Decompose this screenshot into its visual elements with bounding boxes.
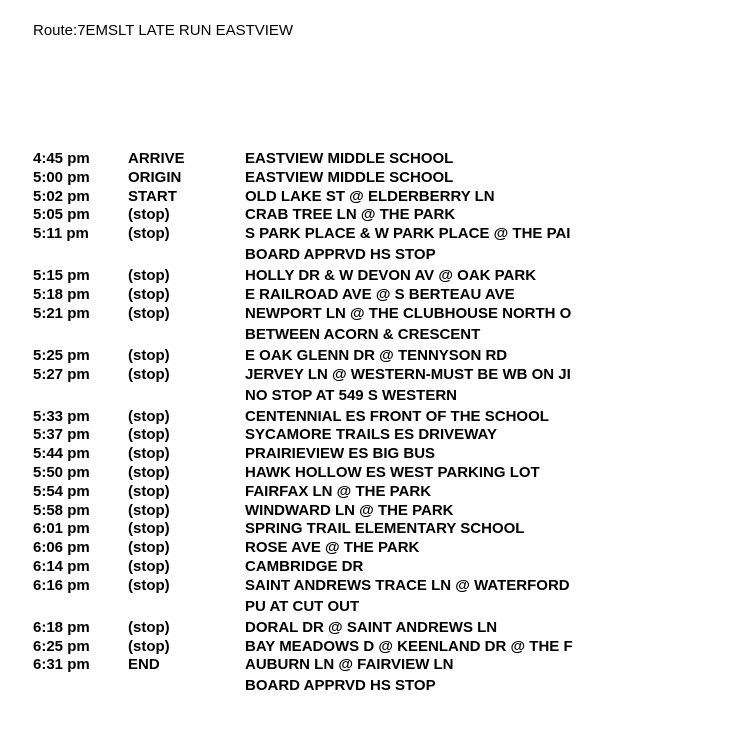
- stop-location: HOLLY DR & W DEVON AV @ OAK PARK: [245, 267, 537, 285]
- schedule-row: [33, 577, 625, 619]
- stop-location: PRAIRIEVIEW ES BIG BUS: [245, 445, 436, 463]
- schedule-row: [33, 502, 625, 521]
- stop-time: 5:50 pm: [33, 463, 90, 481]
- stop-time: 6:16 pm: [33, 576, 90, 594]
- stop-note: BOARD APPRVD HS STOP: [245, 677, 436, 695]
- stop-location: BAY MEADOWS D @ KEENLAND DR @ THE F: [245, 637, 573, 655]
- stop-location: OLD LAKE ST @ ELDERBERRY LN: [245, 187, 495, 205]
- stop-time: 5:18 pm: [33, 285, 90, 303]
- schedule-row: [33, 483, 625, 502]
- stop-location: CRAB TREE LN @ THE PARK: [245, 206, 456, 224]
- stop-time: 6:31 pm: [33, 656, 90, 674]
- stop-time: 6:06 pm: [33, 539, 90, 557]
- stop-action: (stop): [128, 618, 170, 636]
- stop-location: JERVEY LN @ WESTERN-MUST BE WB ON JI: [245, 365, 571, 383]
- stop-location: E OAK GLENN DR @ TENNYSON RD: [245, 346, 508, 364]
- stop-time: 5:21 pm: [33, 304, 90, 322]
- schedule-row: [33, 150, 625, 169]
- stop-time: 5:25 pm: [33, 346, 90, 364]
- stop-action: (stop): [128, 225, 170, 243]
- stop-action: (stop): [128, 557, 170, 575]
- stop-action: ORIGIN: [128, 168, 182, 186]
- schedule-row: [33, 408, 625, 427]
- stop-location: AUBURN LN @ FAIRVIEW LN: [245, 656, 454, 674]
- stop-action: (stop): [128, 346, 170, 364]
- stop-action: (stop): [128, 539, 170, 557]
- stop-schedule-table: [33, 150, 625, 698]
- schedule-row: [33, 169, 625, 188]
- stop-note: BOARD APPRVD HS STOP: [245, 246, 436, 264]
- stop-action: ARRIVE: [128, 150, 185, 167]
- stop-time: 5:37 pm: [33, 426, 90, 444]
- stop-action: (stop): [128, 445, 170, 463]
- stop-action: (stop): [128, 407, 170, 425]
- stop-location: EASTVIEW MIDDLE SCHOOL: [245, 168, 454, 186]
- stop-action: START: [128, 187, 177, 205]
- stop-location: SAINT ANDREWS TRACE LN @ WATERFORD: [245, 576, 570, 594]
- schedule-row: [33, 206, 625, 225]
- stop-location: NEWPORT LN @ THE CLUBHOUSE NORTH O: [245, 304, 572, 322]
- stop-action: (stop): [128, 426, 170, 444]
- schedule-row: [33, 558, 625, 577]
- schedule-row: [33, 638, 625, 657]
- stop-location: DORAL DR @ SAINT ANDREWS LN: [245, 618, 498, 636]
- stop-action: (stop): [128, 520, 170, 538]
- stop-time: 5:05 pm: [33, 206, 90, 224]
- stop-time: 5:00 pm: [33, 168, 90, 186]
- stop-location: S PARK PLACE & W PARK PLACE @ THE PAI: [245, 225, 571, 243]
- stop-action: (stop): [128, 267, 170, 285]
- schedule-row: [33, 347, 625, 366]
- stop-location: SPRING TRAIL ELEMENTARY SCHOOL: [245, 520, 525, 538]
- schedule-row: [33, 445, 625, 464]
- stop-time: 4:45 pm: [33, 150, 90, 167]
- schedule-row: [33, 619, 625, 638]
- stop-action: (stop): [128, 482, 170, 500]
- stop-action: (stop): [128, 637, 170, 655]
- schedule-row: [33, 225, 625, 267]
- stop-note: NO STOP AT 549 S WESTERN: [245, 386, 457, 404]
- stop-action: (stop): [128, 501, 170, 519]
- stop-time: 6:14 pm: [33, 557, 90, 575]
- stop-action: END: [128, 656, 160, 674]
- stop-location: EASTVIEW MIDDLE SCHOOL: [245, 150, 454, 167]
- stop-location: WINDWARD LN @ THE PARK: [245, 501, 454, 519]
- stop-note: BETWEEN ACORN & CRESCENT: [245, 325, 481, 343]
- stop-time: 5:58 pm: [33, 501, 90, 519]
- stop-location: ROSE AVE @ THE PARK: [245, 539, 420, 557]
- stop-time: 6:01 pm: [33, 520, 90, 538]
- stop-location: FAIRFAX LN @ THE PARK: [245, 482, 432, 500]
- schedule-row: [33, 520, 625, 539]
- schedule-row: [33, 188, 625, 207]
- schedule-row: [33, 426, 625, 445]
- stop-note: PU AT CUT OUT: [245, 597, 360, 615]
- schedule-row: [33, 305, 625, 347]
- schedule-row: [33, 286, 625, 305]
- schedule-row: [33, 267, 625, 286]
- stop-time: 6:18 pm: [33, 618, 90, 636]
- stop-action: (stop): [128, 285, 170, 303]
- schedule-row: [33, 366, 625, 408]
- stop-time: 5:15 pm: [33, 267, 90, 285]
- stop-time: 5:44 pm: [33, 445, 90, 463]
- stop-location: HAWK HOLLOW ES WEST PARKING LOT: [245, 463, 540, 481]
- stop-location: CENTENNIAL ES FRONT OF THE SCHOOL: [245, 407, 549, 425]
- stop-action: (stop): [128, 206, 170, 224]
- stop-action: (stop): [128, 304, 170, 322]
- schedule-row: [33, 464, 625, 483]
- stop-location: CAMBRIDGE DR: [245, 557, 364, 575]
- stop-time: 5:33 pm: [33, 407, 90, 425]
- route-title: Route:7EMSLT LATE RUN EASTVIEW: [33, 22, 294, 39]
- stop-time: 5:02 pm: [33, 187, 90, 205]
- stop-time: 5:27 pm: [33, 365, 90, 383]
- stop-action: (stop): [128, 463, 170, 481]
- stop-action: (stop): [128, 365, 170, 383]
- stop-time: 5:11 pm: [33, 225, 89, 243]
- stop-location: SYCAMORE TRAILS ES DRIVEWAY: [245, 426, 497, 444]
- stop-time: 6:25 pm: [33, 637, 90, 655]
- stop-action: (stop): [128, 576, 170, 594]
- schedule-row: [33, 539, 625, 558]
- stop-location: E RAILROAD AVE @ S BERTEAU AVE: [245, 285, 515, 303]
- stop-time: 5:54 pm: [33, 482, 90, 500]
- schedule-row: [33, 656, 625, 698]
